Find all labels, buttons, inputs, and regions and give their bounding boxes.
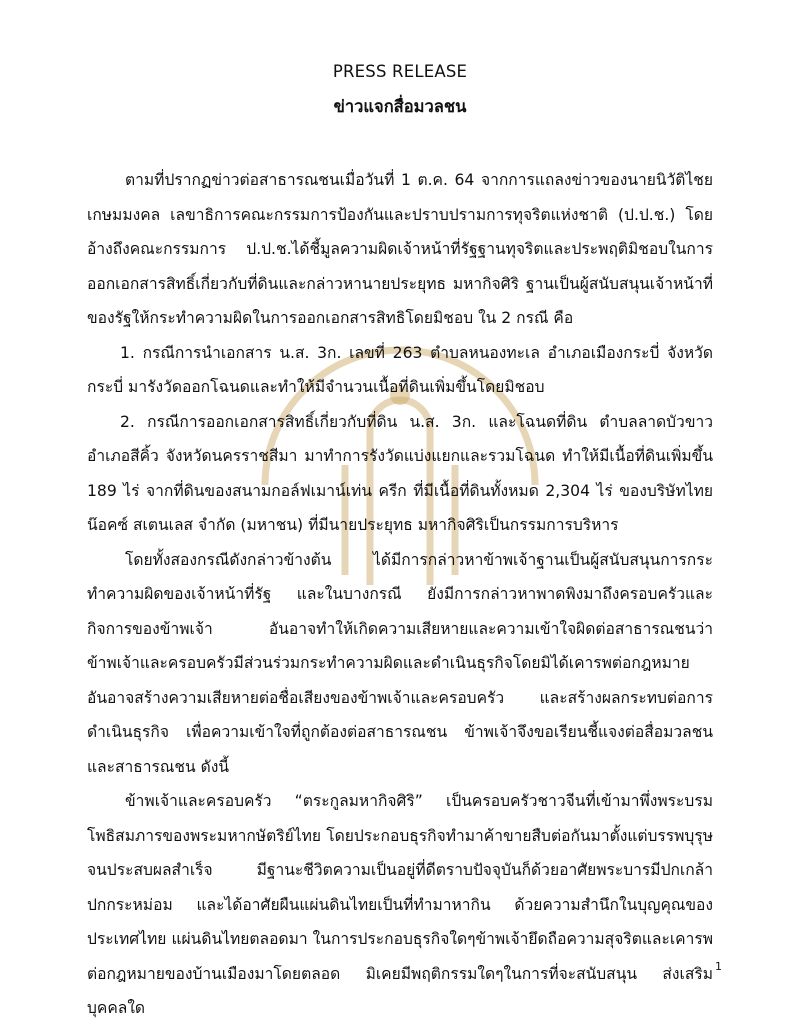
page-number: 1 [715,960,722,973]
paragraph-family: ข้าพเจ้าและครอบครัว “ตระกูลมหากิจศิริ” เป็นครอบครัวชาวจีนที่เข้ามาพึ่งพระบรมโพธิสมภารของพระมหากษัตริย์ไทย โดยประกอบธุรกิจทำมาค้าขายสืบต่อกันมาตั้งแต่บรรพบุรุษจนประสบผลสำเร็จ มีฐานะชีวิตความเป็นอยู่ที่ดีตราบปัจจุบันก็ด้วยอาศัยพระบารมีปกเกล้าปกกระหม่อม และได้อาศัยผืนแผ่นดินไทยเป็นที่ทำมาหากิน ด้วยความสำนึกในบุญคุณของประเทศไทย แผ่นดินไทยตลอดมา ในการประกอบธุรกิจใดๆข้าพเจ้ายึดถือความสุจริตและเคารพต่อกฎหมายของบ้านเมืองมาโดยตลอด มิเคยมีพฤติกรรมใดๆในการที่จะสนับสนุน ส่งเสริม บุคคลใด [87,792,713,1017]
paragraph-allegations: โดยทั้งสองกรณีดังกล่าวข้างต้น ได้มีการกล่าวหาข้าพเจ้าฐานเป็นผู้สนับสนุนการกระทำความผิดของเจ้าหน้าที่รัฐ และในบางกรณี ยังมีการกล่าวหาพาดพิงมาถึงครอบครัวและกิจการของข้าพเจ้า อันอาจทำให้เกิดความเสียหายและความเข้าใจผิดต่อสาธารณชนว่าข้าพเจ้าและครอบครัวมีส่วนร่วมกระทำความผิดและดำเนินธุรกิจโดยมิได้เคารพต่อกฎหมาย อันอาจสร้างความเสียหายต่อชื่อเสียงของข้าพเจ้าและครอบครัว และสร้างผลกระทบต่อการดำเนินธุรกิจ เพื่อความเข้าใจที่ถูกต้องต่อสาธารณชน ข้าพเจ้าจึงขอเรียนชี้แจงต่อสื่อมวลชนและสาธารณชน ดังนี้ [87,550,713,776]
document-body [87,163,713,1026]
paragraph-intro: ตามที่ปรากฏข่าวต่อสาธารณชนเมื่อวันที่ 1 ต.ค. 64 จากการแถลงข่าวของนายนิวัติไชย เกษมมงคล เลขาธิการคณะกรรมการป้องกันและปราบปรามการทุจริตแห่งชาติ (ป.ป.ช.) โดยอ้างถึงคณะกรรมการ ป.ป.ช.ได้ชี้มูลความผิดเจ้าหน้าที่รัฐฐานทุจริตและประพฤติมิชอบในการออกเอกสารสิทธิ์เกี่ยวกับที่ดินและกล่าวหานายประยุทธ มหากิจศิริ ฐานเป็นผู้สนับสนุนเจ้าหน้าที่ของรัฐให้กระทำความผิดในการออกเอกสารสิทธิโดยมิชอบ ใน 2 กรณี คือ [87,171,713,327]
paragraph-case-1: 1. กรณีการนำเอกสาร น.ส. 3ก. เลขที่ 263 ตำบลหนองทะเล อำเภอเมืองกระบี่ จังหวัดกระบี่ มารังวัดออกโฉนดและทำให้มีจำนวนเนื้อที่ดินเพิ่มขึ้นโดยมิชอบ [87,343,713,396]
page-subtitle: ข่าวแจกสื่อมวลชน [333,97,467,116]
paragraph-case-2: 2. กรณีการออกเอกสารสิทธิ์เกี่ยวกับที่ดิน น.ส. 3ก. และโฉนดที่ดิน ตำบลลาดบัวขาว อำเภอสีคิ้ว จังหวัดนครราชสีมา มาทำการรังวัดแบ่งแยกและรวมโฉนด ทำให้มีเนื้อที่ดินเพิ่มขึ้น 189 ไร่ จากที่ดินของสนามกอล์ฟเมาน์เท่น ครีก ที่มีเนื้อที่ดินทั้งหมด 2,304 ไร่ ของบริษัทไทยน๊อคซ์ สเตนเลส จำกัด (มหาชน) ที่มีนายประยุทธ มหากิจศิริเป็นกรรมการบริหาร [87,412,713,534]
page-title: PRESS RELEASE [332,62,468,81]
